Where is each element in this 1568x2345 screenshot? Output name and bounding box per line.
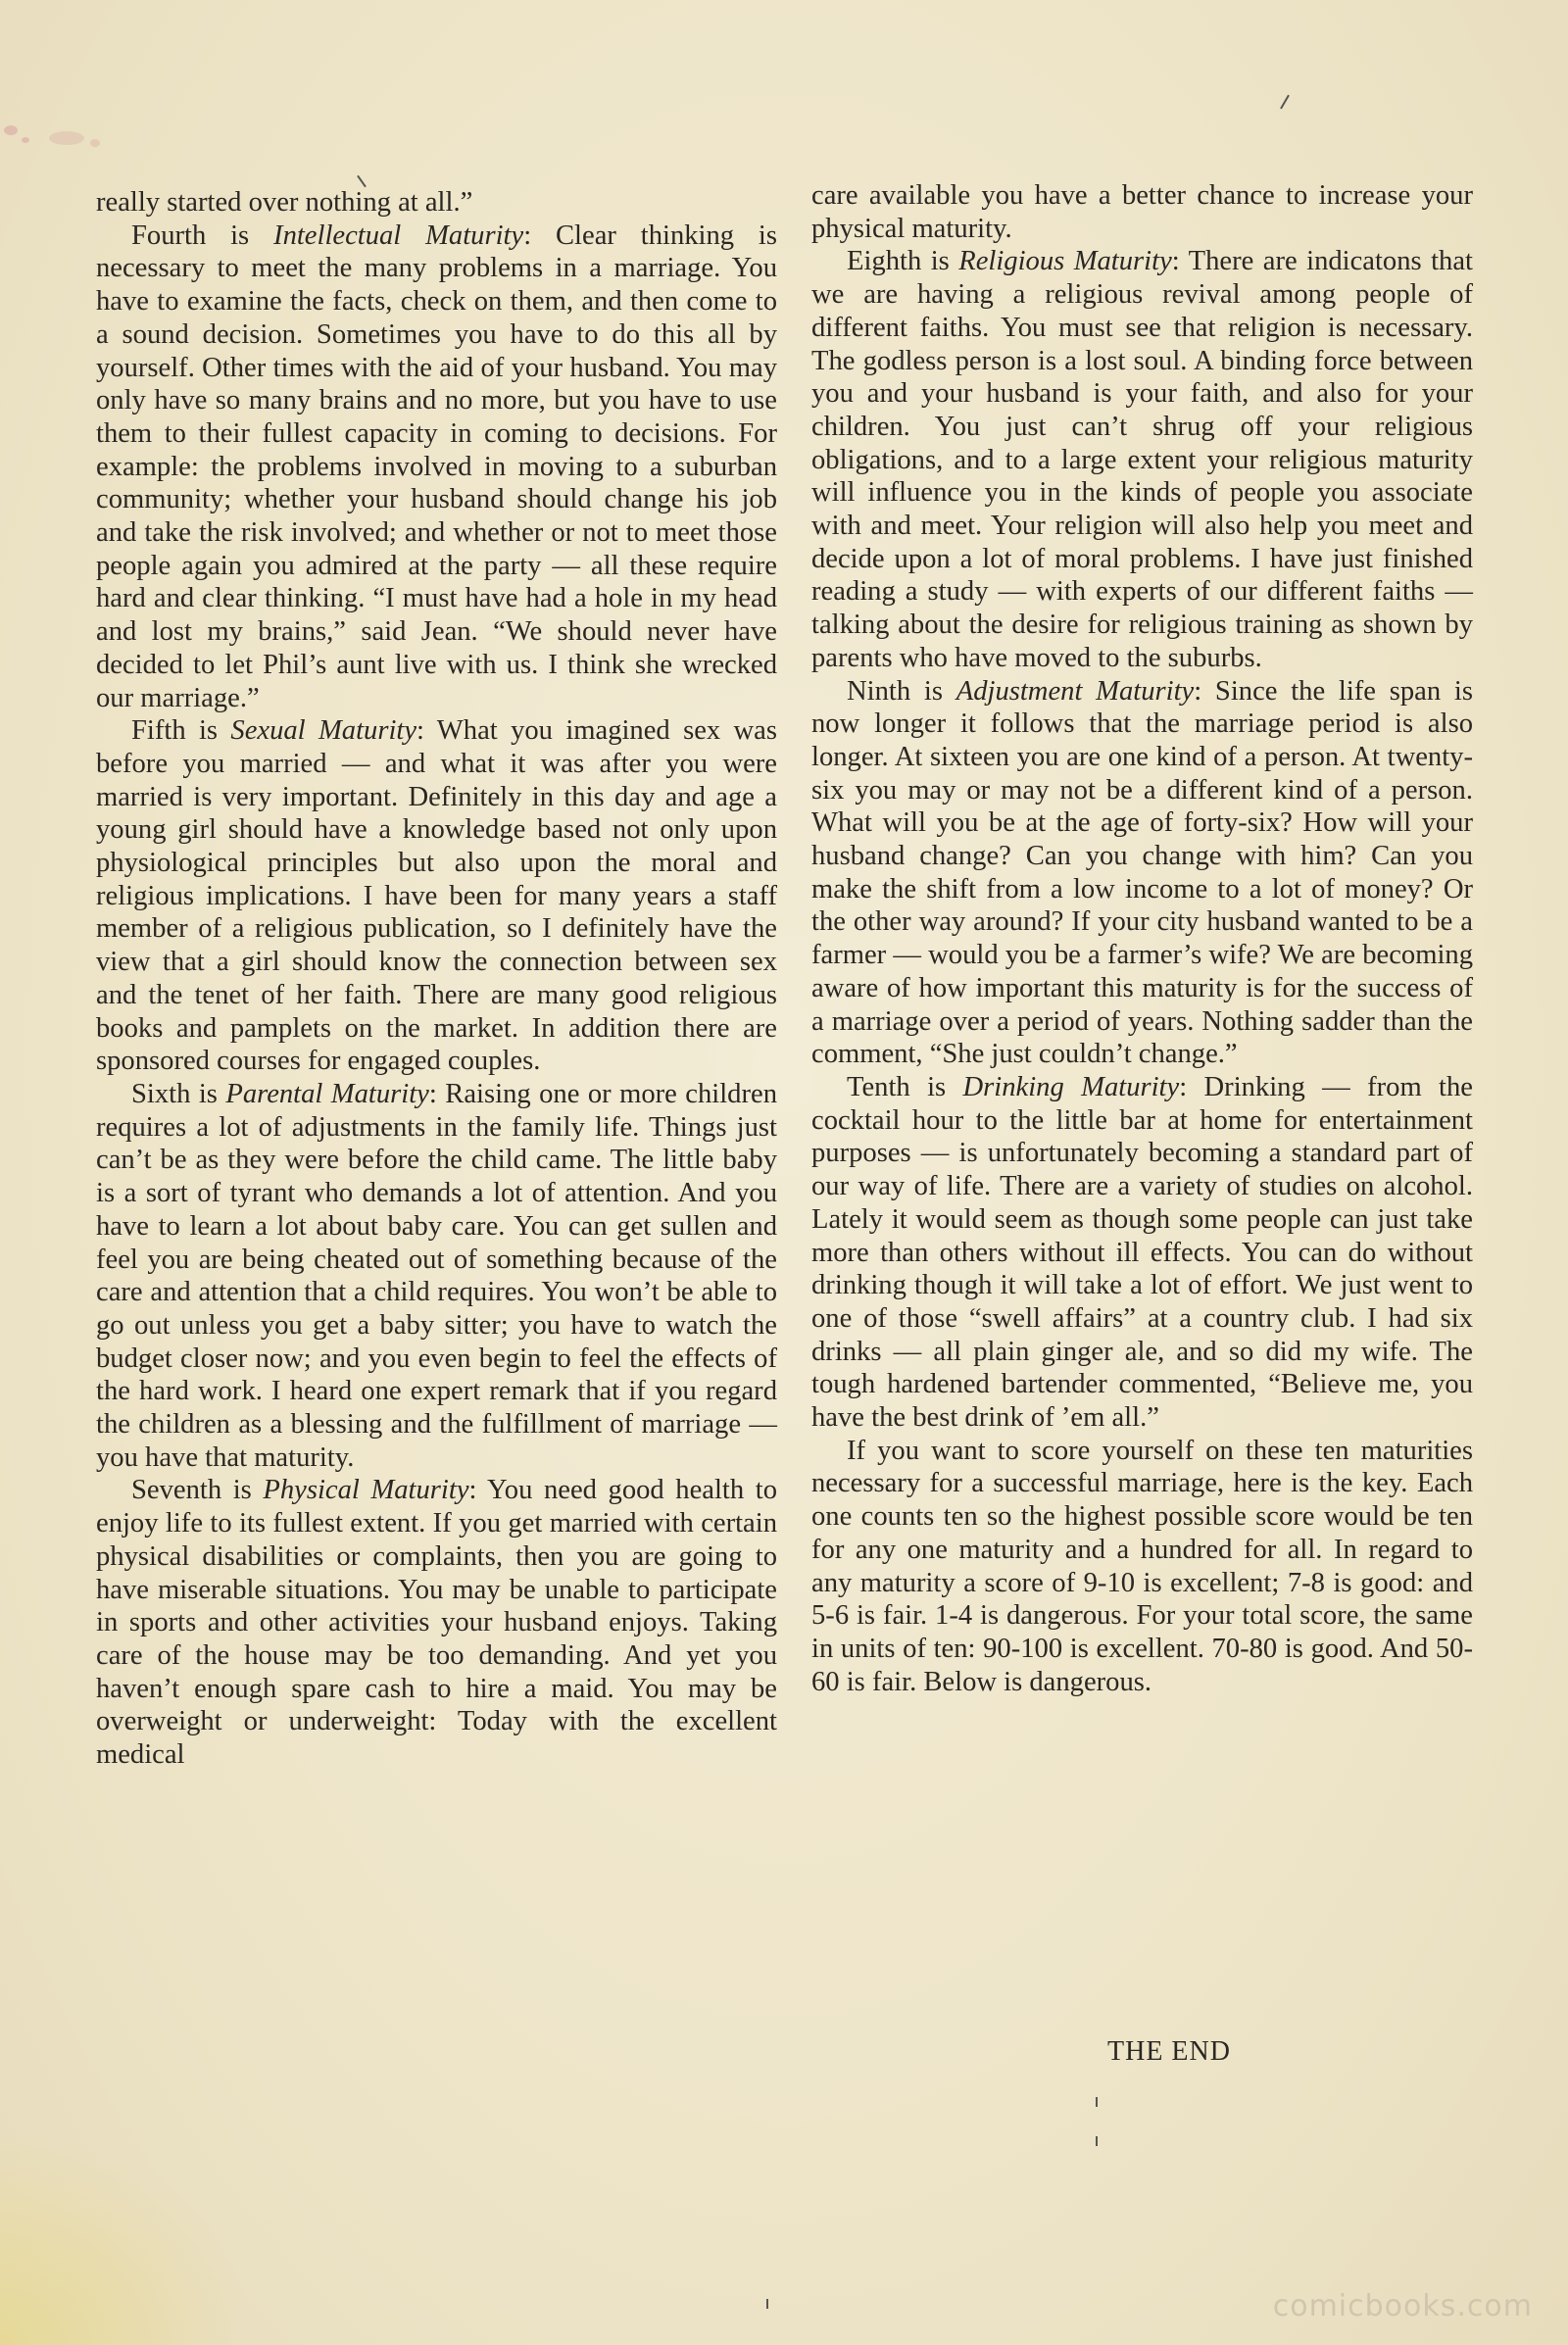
paragraph-lead: Tenth is <box>847 1071 963 1102</box>
paragraph-body: care available you have a better chance to increase your physical maturity. <box>811 180 1473 244</box>
paragraph <box>811 1071 1473 1435</box>
maturity-heading: Physical Maturity <box>263 1475 469 1506</box>
paragraph <box>811 675 1473 1071</box>
paragraph-body: : Since the life span is now longer it follows that the marriage period is also longer. At sixteen you are one kind of a person. At twenty-six you may or may not be a different kind of a person. What will you be at the age of forty-six? How will your husband change? Can you change with him? Can you make the shift from a low income to a lot of money? Or the other way around? If your city husband wanted to be a farmer — would you be a farmer’s wife? We are becoming aware of how important this maturity is for the success of a marriage over a period of years. Nothing sadder than the comment, “She just couldn’t change.” <box>811 675 1473 1070</box>
maturity-heading: Religious Maturity <box>958 246 1172 277</box>
ink-speck <box>90 139 100 147</box>
ink-speck <box>4 125 18 135</box>
right-column <box>811 179 1473 1698</box>
paragraph-lead: Fifth is <box>131 715 231 747</box>
paragraph-lead: Ninth is <box>847 675 956 707</box>
paragraph-lead: Fourth is <box>131 220 274 251</box>
paragraph-body: : Drinking — from the cocktail hour to the little bar at home for entertainment purposes — is unfortunately becoming a standard part of our way of life. There are a variety of studies on alcohol. Lately it would seem as though some people can just take more than others without ill effects. You can do without drinking though it will take a lot of effort. We just went to one of those “swell affairs” at a country club. I had six drinks — all plain ginger ale, and so did my wife. The tough hardened bartender commented, “Believe me, you have the best drink of ’em all.” <box>811 1071 1473 1434</box>
maturity-heading: Parental Maturity <box>225 1078 429 1109</box>
paragraph-body: : You need good health to enjoy life to its fullest extent. If you get married with certain physical disabilities or complaints, then you are going to have miserable situations. You may be unable to participate in sports and other activities your husband enjoys. Taking care of the house may be too demanding. And yet you haven’t enough spare cash to hire a maid. You may be overweight or underweight: Today with the excellent medical <box>96 1475 778 1771</box>
paragraph <box>811 1435 1473 1699</box>
paragraph-body: If you want to score yourself on these ten maturities necessary for a successful marriage, here is the key. Each one counts ten so the highest possible score would be ten for any one maturity and a hundred for all. In regard to any maturity a score of 9-10 is excellent; 7-8 is good: and 5-6 is fair. 1-4 is dangerous. For your total score, the same in units of ten: 90-100 is excellent. 70-80 is good. And 50-60 is fair. Below is dangerous. <box>811 1435 1473 1697</box>
paragraph <box>811 179 1473 245</box>
ink-speck <box>22 137 29 143</box>
maturity-heading: Drinking Maturity <box>962 1071 1180 1102</box>
paper-stain <box>0 2129 255 2345</box>
paragraph-body: really started over nothing at all.” <box>96 187 473 218</box>
paragraph <box>96 1474 777 1771</box>
paragraph <box>96 186 777 220</box>
paragraph <box>811 245 1473 674</box>
watermark: comicbooks.com <box>1272 2289 1533 2323</box>
pencil-mark <box>766 2299 768 2309</box>
paragraph-lead: Seventh is <box>131 1475 264 1506</box>
pencil-mark <box>1280 95 1290 110</box>
paragraph <box>96 1078 777 1474</box>
paragraph <box>96 714 777 1078</box>
pencil-mark <box>1096 2136 1098 2146</box>
left-column <box>96 186 777 1772</box>
pencil-mark <box>1096 2097 1098 2107</box>
paragraph-lead: Sixth is <box>131 1078 226 1109</box>
paragraph-body: : What you imagined sex was before you married — and what it was after you were married is very important. Definitely in this day and age a young girl should have a knowledge based not only upon physiological principles but also upon the moral and religious implications. I have been for many years a staff member of a religious publication, so I definitely have the view that a girl should know the connection between sex and the tenet of her faith. There are many good religious books and pamplets on the market. In addition there are sponsored courses for engaged couples. <box>96 715 778 1077</box>
paragraph <box>96 220 777 715</box>
paragraph-lead: Eighth is <box>847 246 959 277</box>
the-end-label: THE END <box>1107 2036 1231 2067</box>
paragraph-body: : There are indicatons that we are having a religious revival among people of different faiths. You must see that religion is necessary. The godless person is a lost soul. A binding force between you and your husband is your faith, and also for your children. You just can’t shrug off your religious obligations, and to a large extent your religious maturity will influence you in the kinds of people you associate with and meet. Your religion will also help you meet and decide upon a lot of moral problems. I have just finished reading a study — with experts of our different faiths — talking about the desire for religious training as shown by parents who have moved to the suburbs. <box>811 246 1473 673</box>
maturity-heading: Intellectual Maturity <box>273 220 524 251</box>
maturity-heading: Adjustment Maturity <box>956 675 1195 707</box>
paragraph-body: : Clear thinking is necessary to meet the many problems in a marriage. You have to examine the facts, check on them, and then come to a sound decision. Sometimes you have to do this all by yourself. Other times with the aid of your husband. You may only have so many brains and no more, but you have to use them to their fullest capacity in coming to decisions. For example: the problems involved in moving to a suburban community; whether your husband should change his job and take the risk involved; and whether or not to meet those people again you admired at the party — all these require hard and clear thinking. “I must have had a hole in my head and lost my brains,” said Jean. “We should never have decided to let Phil’s aunt live with us. I think she wrecked our marriage.” <box>96 220 778 713</box>
ink-speck <box>49 131 84 145</box>
paragraph-body: : Raising one or more children requires a lot of adjustments in the family life. Things just can’t be as they were before the child came. The little baby is a sort of tyrant who demands a lot of attention. And you have to learn a lot about baby care. You can get sullen and feel you are being cheated out of something because of the care and attention that a child requires. You won’t be able to go out unless you get a baby sitter; you have to watch the budget closer now; and you even begin to feel the effects of the hard work. I heard one expert remark that if you regard the children as a blessing and the fulfillment of marriage — you have that maturity. <box>96 1078 777 1473</box>
maturity-heading: Sexual Maturity <box>230 715 417 747</box>
